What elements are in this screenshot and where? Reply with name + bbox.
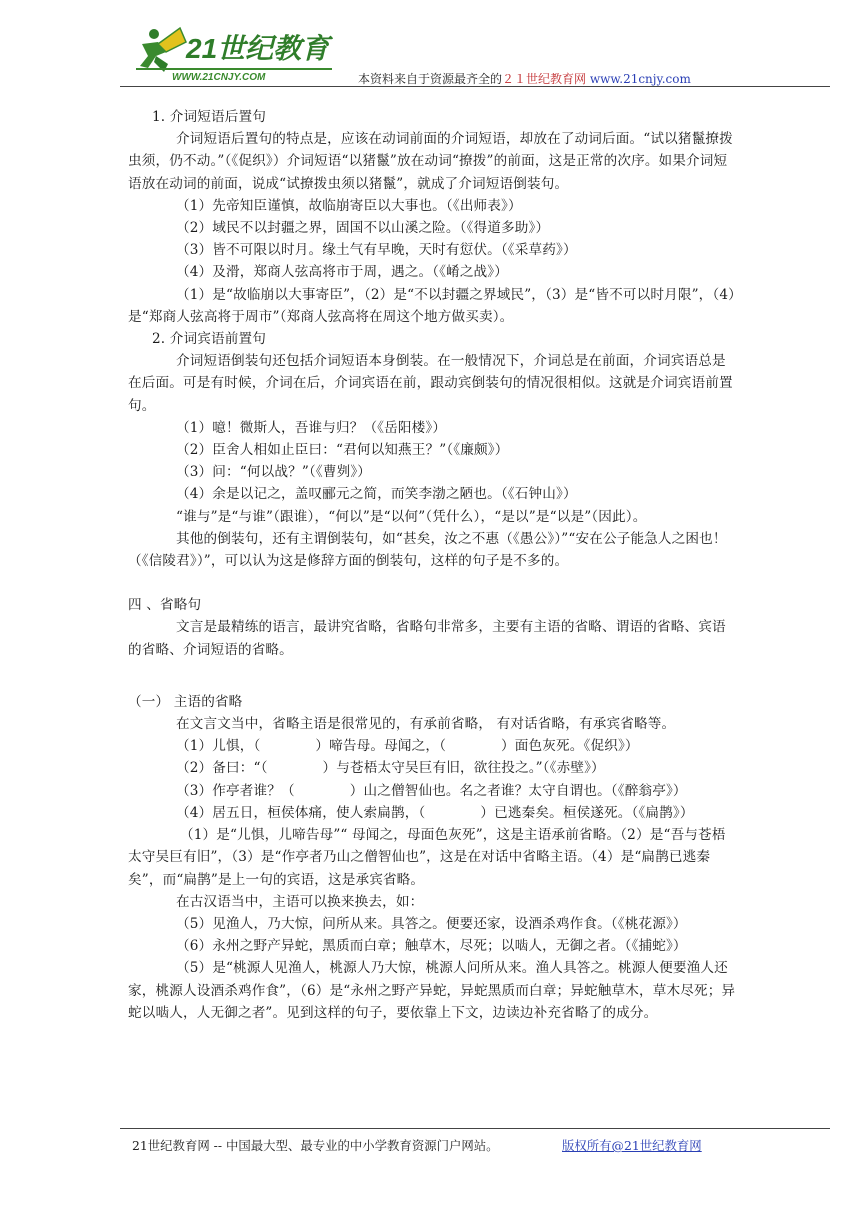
paragraph: （3）作亭者谁？（ ）山之僧智仙也。名之者谁？太守自谓也。（《醉翁亭》） <box>176 782 687 799</box>
logo-url: WWW.21CNJY.COM <box>172 72 266 83</box>
paragraph: 四 、省略句 <box>128 597 202 614</box>
paragraph: （1）儿惧，（ ）啼告母。母闻之，（ ）面色灰死。《促织》） <box>176 738 639 755</box>
paragraph: 在古汉语当中，主语可以换来换去，如： <box>176 893 424 910</box>
paragraph: （4）居五日，桓侯体痛，使人索扁鹊，（ ）已逃秦矣。桓侯遂死。（《扁鹊》） <box>176 804 694 821</box>
paragraph: 在文言文当中，省略主语是很常见的，有承前省略， 有对话省略，有承宾省略等。 <box>176 716 676 733</box>
paragraph: （1）是“故临崩以大事寄臣”，（2）是“不以封疆之界域民”，（3）是“皆不可以时月限”，（4）是“郑商人弦高将于周市”（郑商人弦高将在周这个地方做买卖）。 <box>128 286 736 325</box>
header-note-site: ２１世纪教育网 <box>502 72 587 86</box>
paragraph: “谁与”是“与谁”（跟谁），“何以”是“以何”（凭什么），“是以”是“以是”（因此）。 <box>176 508 647 525</box>
footer-copyright-link[interactable]: 版权所有@21世纪教育网 <box>562 1138 702 1153</box>
header-source-note <box>358 70 691 87</box>
paragraph: （5）是“桃源人见渔人，桃源人乃大惊，桃源人问所从来。渔人具答之。桃源人便要渔人还家，桃源人设酒杀鸡作食”，（6）是“永州之野产异蛇，异蛇黑质而白章；异蛇触草木，草木尽死；异蛇以啮人，人无御之者”。见到这样的句子，要依靠上下文，边读边补充省略了的成分。 <box>128 960 736 1021</box>
paragraph: （3）皆不可限以时月。缘土气有早晚，天时有愆伏。（《采草药》） <box>176 242 577 259</box>
paragraph: （4）及滑，郑商人弦高将市于周，遇之。（《崤之战》） <box>176 264 508 281</box>
paragraph: 文言是最精练的语言，最讲究省略，省略句非常多，主要有主语的省略、谓语的省略、宾语的省略、介词短语的省略。 <box>128 619 726 658</box>
header-divider <box>120 86 830 87</box>
footer-divider <box>120 1128 830 1129</box>
footer-slogan: 21世纪教育网 -- 中国最大型、最专业的中小学教育资源门户网站。 <box>132 1138 499 1153</box>
runner-icon <box>140 28 186 72</box>
document-body <box>128 106 738 1024</box>
paragraph: （5）见渔人，乃大惊，问所从来。具答之。便要还家，设酒杀鸡作食。（《桃花源》） <box>176 915 687 932</box>
blank-line <box>128 572 738 594</box>
paragraph: （3）问：“何以战？”（《曹刿》） <box>176 464 372 481</box>
paragraph: （4）余是以记之，盖叹郦元之简，而笑李渤之陋也。（《石钟山》） <box>176 486 577 503</box>
paragraph: （1）噫！微斯人，吾谁与归？（《岳阳楼》） <box>176 419 447 436</box>
header-note-url[interactable]: www.21cnjy.com <box>589 72 691 86</box>
paragraph: 其他的倒装句，还有主谓倒装句，如“甚矣，汝之不惠（《愚公》）”“安在公子能急人之困也！（《信陵君》）”，可以认为这是修辞方面的倒装句，这样的句子是不多的。 <box>128 530 727 570</box>
paragraph: 介词短语倒装句还包括介词短语本身倒装。在一般情况下，介词总是在前面，介词宾语总是在后面。可是有时候，介词在后，介词宾语在前，跟动宾倒装句的情况很相似。这就是介词宾语前置句。 <box>128 353 733 414</box>
page-header <box>0 0 860 92</box>
paragraph: 2. 介词宾语前置句 <box>152 331 266 348</box>
paragraph: 1. 介词短语后置句 <box>152 109 266 125</box>
paragraph: （6）永州之野产异蛇，黑质而白章；触草木，尽死；以啮人，无御之者。（《捕蛇》） <box>176 938 687 955</box>
paragraph: （1）先帝知臣谨慎，故临崩寄臣以大事也。（《出师表》） <box>176 197 522 214</box>
paragraph: （一） 主语的省略 <box>128 693 243 710</box>
logo <box>128 22 338 84</box>
blank-line <box>128 661 738 691</box>
paragraph: （1）是“儿惧，儿啼告母”“ 母闻之，母面色灰死”，这是主语承前省略。（2）是“吾与苍梧太守吴巨有旧”，（3）是“作亭者乃山之僧智仙也”，这是在对话中省略主语。（4）是“扁鹊已逃秦矣”，而“扁鹊”是上一句的宾语，这是承宾省略。 <box>128 827 726 888</box>
logo-text: 21世纪教育 <box>186 33 330 64</box>
paragraph: 介词短语后置句的特点是，应该在动词前面的介词短语，却放在了动词后面。“试以猪鬣撩拨虫须，仍不动。”（《促织》）介词短语“以猪鬣”放在动词“撩拨”的前面，这是正常的次序。如果介词短语放在动词的前面，说成“试撩拨虫须以猪鬣”，就成了介词短语倒装句。 <box>128 131 733 192</box>
paragraph: （2）域民不以封疆之界，固国不以山溪之险。（《得道多助》） <box>176 220 550 237</box>
paragraph: （2）臣舍人相如止臣曰：“君何以知燕王？”（《廉颇》） <box>176 442 509 459</box>
paragraph: （2）备曰：“（ ）与苍梧太守吴巨有旧，欲往投之。”（《赤壁》） <box>176 760 605 777</box>
header-note-prefix: 本资料来自于资源最齐全的 <box>358 72 503 86</box>
